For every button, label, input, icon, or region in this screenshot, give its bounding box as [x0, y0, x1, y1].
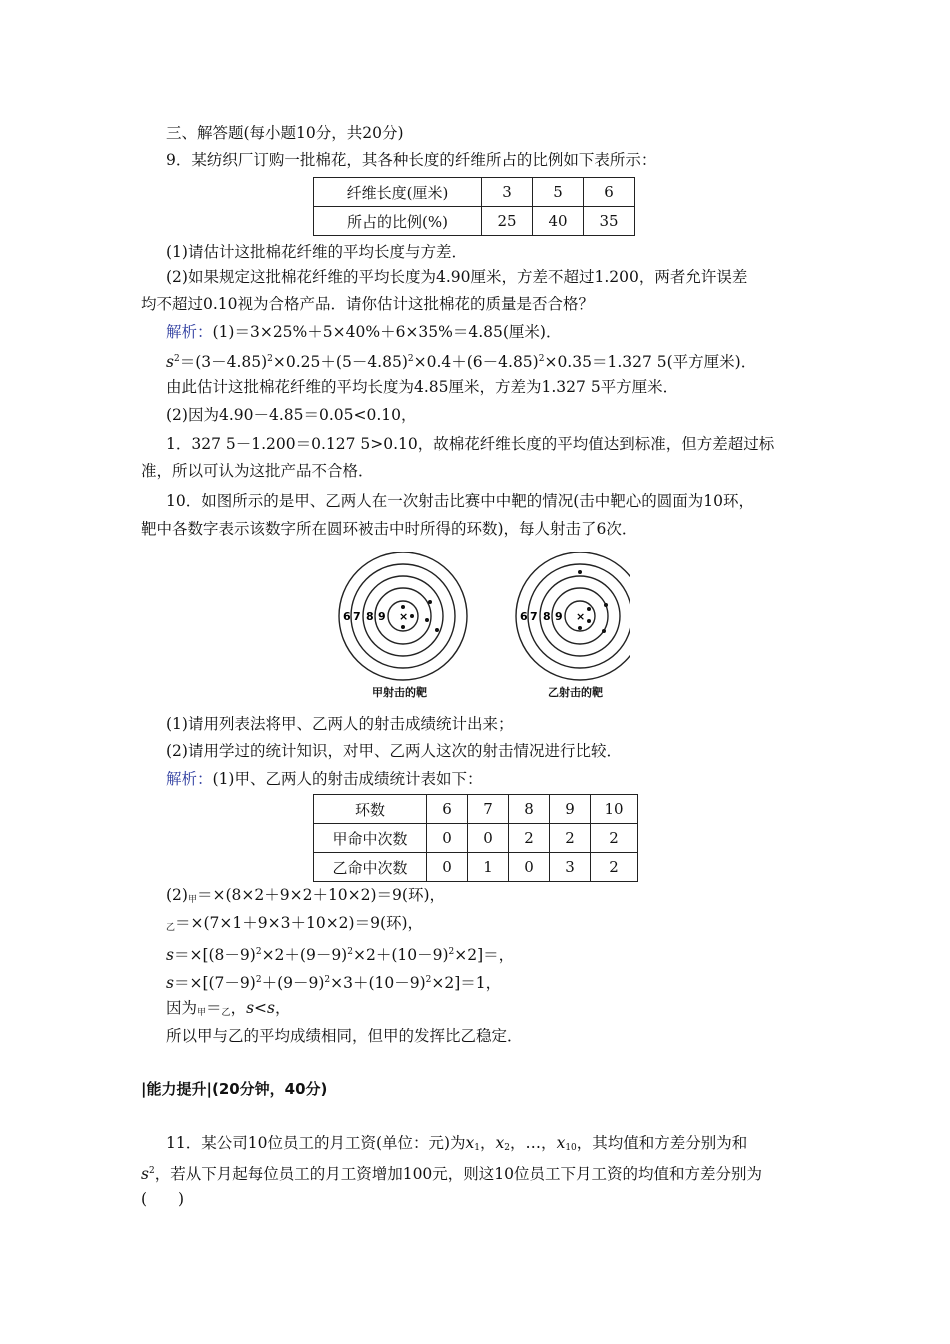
ring-label: 8: [543, 610, 551, 623]
q9-solution-line6: 准，所以可认为这批产品不合格．: [141, 462, 374, 480]
solution-text: ＝×(7×1＋9×3＋10×2)＝9(环)，: [175, 914, 424, 932]
solution-text: (1)＝3×25%＋5×40%＋6×35%＝4.85(厘米)．: [212, 323, 562, 341]
solution-text: ×2]＝1，: [431, 974, 502, 992]
table-cell: 0: [427, 824, 468, 853]
exponent: 2: [255, 975, 262, 985]
table-cell: 8: [509, 795, 550, 824]
variable-x: x: [465, 1134, 475, 1152]
table-cell: 25: [482, 207, 533, 236]
q10-stem-line2: 靶中各数字表示该数字所在圆环被击中时所得的环数)，每人射击了6次．: [141, 520, 638, 538]
hit-dot: [401, 625, 405, 629]
variable-s: s: [166, 946, 174, 964]
q9-solution-line1: [166, 321, 561, 343]
solution-text: ×2]＝，: [454, 946, 515, 964]
center-mark: ×: [399, 610, 409, 623]
subscript-yi: 乙: [166, 923, 176, 933]
table-row: [314, 795, 638, 824]
exponent: 2: [173, 354, 180, 364]
solution-text: ×2＋(9－9): [261, 946, 348, 964]
variable-x: x: [556, 1134, 566, 1152]
table-cell: 6: [427, 795, 468, 824]
exponent: 2: [448, 947, 455, 957]
exponent: 2: [347, 947, 353, 957]
question-text: ，: [510, 1134, 526, 1152]
solution-text: ＝×(8×2＋9×2＋10×2)＝9(环)，: [196, 886, 446, 904]
ring-label: 7: [530, 610, 538, 623]
exponent: 2: [267, 354, 273, 364]
solution-text: ×0.25＋(5－4.85): [272, 353, 408, 371]
section-title: 三、解答题(每小题10分，共20分): [166, 124, 404, 142]
hit-dot: [410, 614, 414, 618]
q9-solution-line4: (2)因为4.90－4.85＝0.05<0.10，: [166, 406, 417, 424]
hit-dot: [401, 605, 405, 609]
table-cell: 0: [509, 853, 550, 882]
center-mark: ×: [576, 610, 586, 623]
solution-label: 解析：: [166, 323, 213, 341]
q11-line2: [141, 1160, 762, 1185]
q10-solution-line5: [166, 969, 501, 994]
targets-figure: [330, 552, 630, 702]
q10-solution-line3: [166, 912, 423, 939]
q10-table: [313, 794, 638, 882]
table-cell: 0: [468, 824, 509, 853]
table-cell: 6: [584, 178, 635, 207]
q10-solution-line2: [166, 884, 445, 911]
q9-part2-line1: (2)如果规定这批棉花纤维的平均长度为4.90厘米，方差不超过1.200，两者允许误差: [166, 268, 748, 286]
table-cell: 2: [550, 824, 591, 853]
q9-stem: 9．某纺织厂订购一批棉花，其各种长度的纤维所占的比例如下表所示：: [166, 151, 657, 169]
question-text: 11．某公司10位员工的月工资(单位：元)为: [166, 1134, 466, 1152]
ring-label: 6: [343, 610, 351, 623]
q9-solution-line2: [166, 348, 756, 373]
hit-dot: [587, 607, 591, 611]
solution-text: ＋(9－9): [261, 974, 325, 992]
q9-part1: (1)请估计这批棉花纤维的平均长度与方差．: [166, 243, 467, 261]
table-cell: 2: [591, 824, 638, 853]
solution-text: ＝(3－4.85): [179, 353, 268, 371]
q10-solution-line6: [166, 997, 291, 1024]
solution-text: <: [254, 999, 268, 1017]
solution-text: ＝×[(8－9): [173, 946, 256, 964]
hit-dot: [578, 626, 582, 630]
table-cell: 1: [468, 853, 509, 882]
table-cell: 10: [591, 795, 638, 824]
ring-label: 9: [555, 610, 563, 623]
q9-table: [313, 177, 635, 236]
table-cell: 环数: [314, 795, 427, 824]
solution-text: ×0.35＝1.327 5(平方厘米)．: [544, 353, 757, 371]
solution-text: ＝×[(7－9): [173, 974, 256, 992]
ring-label: 9: [378, 610, 386, 623]
exponent: 2: [324, 975, 331, 985]
subscript-yi: 乙: [221, 1008, 231, 1018]
solution-text: (2): [166, 886, 188, 904]
target-jia: [339, 552, 467, 680]
q9-solution-line5: 1．327 5－1.200＝0.127 5>0.10，故棉花纤维长度的平均值达到标准，但方差超过标: [166, 435, 775, 453]
target-yi: [516, 552, 630, 680]
solution-text: ＝: [206, 999, 222, 1017]
table-row: [314, 178, 635, 207]
solution-text: ×3＋(10－9): [330, 974, 426, 992]
table-cell: 3: [482, 178, 533, 207]
table-row: [314, 853, 638, 882]
hit-dot: [435, 628, 439, 632]
table-cell: 所占的比例(%): [314, 207, 482, 236]
ability-heading: |能力提升|(20分钟，40分): [141, 1080, 328, 1098]
table-cell: 2: [591, 853, 638, 882]
hit-dot: [578, 570, 582, 574]
solution-text: ，: [275, 999, 291, 1017]
variable-s: s: [267, 999, 276, 1017]
variable-s: s: [246, 999, 255, 1017]
q11-line1: [166, 1132, 747, 1159]
caption-yi: 乙射击的靶: [548, 686, 603, 699]
table-row: [314, 207, 635, 236]
subscript: 10: [565, 1143, 577, 1153]
ring-label: 6: [520, 610, 528, 623]
subscript-jia: 甲: [187, 895, 197, 905]
variable-s: s: [166, 353, 174, 371]
table-cell: 乙命中次数: [314, 853, 427, 882]
exponent: 2: [407, 354, 414, 364]
hit-dot: [604, 603, 608, 607]
q10-solution-line4: [166, 941, 514, 966]
table-cell: 40: [533, 207, 584, 236]
table-cell: 纤维长度(厘米): [314, 178, 482, 207]
variable-x: x: [495, 1134, 505, 1152]
table-cell: 9: [550, 795, 591, 824]
table-cell: 7: [468, 795, 509, 824]
question-text: ，其均值和方差分别为和: [576, 1134, 748, 1152]
subscript: 1: [474, 1143, 481, 1153]
q9-solution-line3: 由此估计这批棉花纤维的平均长度为4.85厘米，方差为1.327 5平方厘米．: [166, 378, 679, 396]
hit-dot: [425, 618, 429, 622]
table-cell: 35: [584, 207, 635, 236]
q11-answer-blank: ( ): [141, 1190, 185, 1208]
ring-label: 7: [353, 610, 361, 623]
table-row: [314, 824, 638, 853]
exponent: 2: [538, 354, 545, 364]
exponent: 2: [255, 947, 262, 957]
solution-text: 因为: [166, 999, 198, 1017]
q9-part2-line2: 均不超过0.10视为合格产品．请你估计这批棉花的质量是否合格？: [141, 295, 595, 313]
solution-text: ，: [230, 999, 247, 1017]
caption-jia: 甲射击的靶: [372, 686, 427, 699]
q10-solution-line1: [166, 768, 482, 790]
table-cell: 3: [550, 853, 591, 882]
table-cell: 甲命中次数: [314, 824, 427, 853]
question-text: ，若从下月起每位员工的月工资增加100元，则这10位员工下月工资的均值和方差分别为: [154, 1165, 763, 1183]
question-text: ，: [480, 1134, 496, 1152]
hit-dot: [587, 619, 591, 623]
q10-solution-line7: 所以甲与乙的平均成绩相同，但甲的发挥比乙稳定．: [166, 1027, 523, 1045]
solution-label: 解析：: [166, 770, 213, 788]
question-text: ，: [541, 1134, 557, 1152]
q10-part1: (1)请用列表法将甲、乙两人的射击成绩统计出来；: [166, 715, 514, 733]
solution-text: ×2＋(10－9): [352, 946, 449, 964]
solution-text: ×0.4＋(6－4.85): [413, 353, 539, 371]
hit-dot: [602, 629, 606, 633]
solution-text: (1)甲、乙两人的射击成绩统计表如下：: [212, 770, 483, 788]
table-cell: 0: [427, 853, 468, 882]
subscript: 2: [504, 1143, 511, 1153]
variable-s: s: [141, 1165, 149, 1183]
q10-part2: (2)请用学过的统计知识，对甲、乙两人这次的射击情况进行比较．: [166, 742, 622, 760]
table-cell: 5: [533, 178, 584, 207]
hit-dot: [428, 600, 432, 604]
ring-label: 8: [366, 610, 374, 623]
table-cell: 2: [509, 824, 550, 853]
q10-stem-line1: 10．如图所示的是甲、乙两人在一次射击比赛中中靶的情况(击中靶心的圆面为10环，: [166, 492, 754, 510]
variable-s: s: [166, 974, 174, 992]
exponent: 2: [148, 1166, 155, 1176]
ellipsis: …: [525, 1134, 542, 1152]
exponent: 2: [425, 975, 432, 985]
subscript-jia: 甲: [197, 1008, 207, 1018]
